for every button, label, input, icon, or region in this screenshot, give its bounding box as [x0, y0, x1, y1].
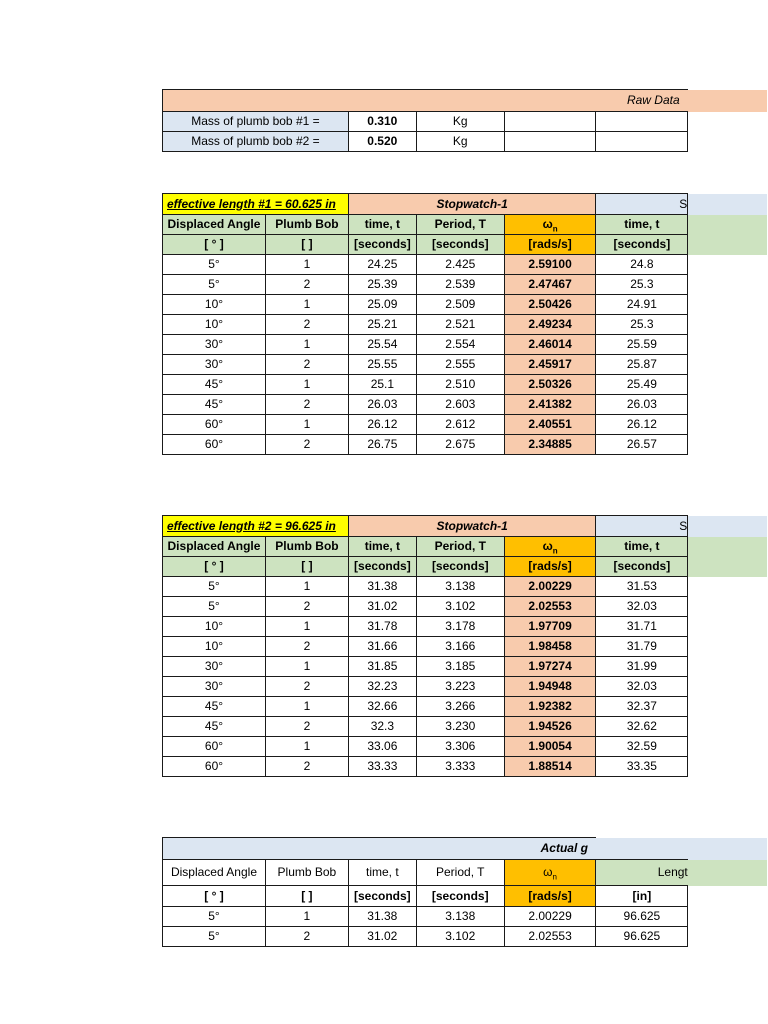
- stopwatch-2-header: S: [596, 516, 688, 537]
- table-row: [163, 717, 768, 737]
- omega-subscript: n: [552, 224, 558, 234]
- cell-period: 3.102: [416, 927, 504, 947]
- cell-period: 3.333: [416, 757, 504, 777]
- col-period: Period, T: [416, 215, 504, 235]
- raw-data-section: [162, 89, 768, 152]
- col-plumb-bob: Plumb Bob: [265, 860, 348, 886]
- table-row: [163, 637, 768, 657]
- effective-length-1: effective length #1 = 60.625 in: [163, 194, 349, 215]
- header-fill: [688, 860, 768, 886]
- cell-plumb-bob: 1: [265, 375, 348, 395]
- cell-omega: 2.50326: [504, 375, 596, 395]
- col-displaced-angle: Displaced Angle: [163, 860, 266, 886]
- cell-time: 25.1: [348, 375, 416, 395]
- cell-time: 31.38: [348, 577, 416, 597]
- table-1-body: [163, 255, 768, 455]
- cell-angle: 60°: [163, 415, 266, 435]
- cell-plumb-bob: 1: [265, 657, 348, 677]
- cell-angle: 10°: [163, 315, 266, 335]
- cell-time: 25.09: [348, 295, 416, 315]
- table-row: [163, 577, 768, 597]
- cell-angle: 45°: [163, 375, 266, 395]
- empty-cell: [688, 677, 768, 697]
- cell-plumb-bob: 1: [265, 697, 348, 717]
- cell-time-2: 24.91: [596, 295, 688, 315]
- empty-cell: [688, 375, 768, 395]
- cell-plumb-bob: 2: [265, 927, 348, 947]
- raw-data-table: [162, 89, 768, 152]
- cell-period: 3.138: [416, 907, 504, 927]
- cell-plumb-bob: 2: [265, 355, 348, 375]
- empty-cell: [688, 275, 768, 295]
- cell-period: 3.102: [416, 597, 504, 617]
- unit-time: [seconds]: [348, 557, 416, 577]
- mass2-value: 0.520: [348, 132, 416, 152]
- cell-plumb-bob: 2: [265, 717, 348, 737]
- cell-time-2: 25.87: [596, 355, 688, 375]
- col-time: time, t: [348, 537, 416, 557]
- cell-time-2: 32.03: [596, 597, 688, 617]
- unit-angle: [ ° ]: [163, 235, 266, 255]
- col-time: time, t: [348, 215, 416, 235]
- cell-angle: 60°: [163, 757, 266, 777]
- table-row: [163, 757, 768, 777]
- cell-plumb-bob: 2: [265, 677, 348, 697]
- unit-omega: [rads/s]: [504, 235, 596, 255]
- cell-angle: 5°: [163, 927, 266, 947]
- cell-omega: 1.92382: [504, 697, 596, 717]
- cell-omega: 2.02553: [504, 597, 596, 617]
- table-row: [163, 617, 768, 637]
- empty-cell: [688, 657, 768, 677]
- unit-period: [seconds]: [416, 886, 504, 907]
- cell-time-2: 31.99: [596, 657, 688, 677]
- table-row: [163, 295, 768, 315]
- cell-time: 25.21: [348, 315, 416, 335]
- cell-plumb-bob: 2: [265, 275, 348, 295]
- empty-cell: [688, 395, 768, 415]
- cell-time: 31.02: [348, 927, 416, 947]
- cell-plumb-bob: 2: [265, 435, 348, 455]
- cell-omega: 2.02553: [504, 927, 596, 947]
- unit-period: [seconds]: [416, 235, 504, 255]
- unit-time: [seconds]: [348, 235, 416, 255]
- omega-symbol: ω: [542, 217, 553, 231]
- cell-omega: 1.97709: [504, 617, 596, 637]
- empty-cell: [688, 697, 768, 717]
- cell-omega: 2.40551: [504, 415, 596, 435]
- unit-period: [seconds]: [416, 557, 504, 577]
- unit-omega: [rads/s]: [504, 886, 596, 907]
- unit-length: [in]: [596, 886, 688, 907]
- table-row: [163, 275, 768, 295]
- cell-time-2: 32.03: [596, 677, 688, 697]
- empty-cell: [688, 112, 768, 132]
- cell-angle: 5°: [163, 907, 266, 927]
- cell-omega: 2.50426: [504, 295, 596, 315]
- cell-angle: 30°: [163, 677, 266, 697]
- cell-plumb-bob: 2: [265, 395, 348, 415]
- empty-cell: [688, 132, 768, 152]
- cell-time-2: 31.71: [596, 617, 688, 637]
- cell-angle: 45°: [163, 395, 266, 415]
- empty-cell: [688, 435, 768, 455]
- header-fill: [688, 516, 768, 537]
- header-fill: [596, 838, 688, 860]
- empty-cell: [688, 907, 768, 927]
- cell-omega: 2.47467: [504, 275, 596, 295]
- cell-time: 25.39: [348, 275, 416, 295]
- cell-plumb-bob: 2: [265, 757, 348, 777]
- cell-angle: 5°: [163, 597, 266, 617]
- cell-omega: 2.59100: [504, 255, 596, 275]
- cell-time: 25.55: [348, 355, 416, 375]
- header-fill: [688, 235, 768, 255]
- cell-angle: 10°: [163, 295, 266, 315]
- table-row: [163, 415, 768, 435]
- cell-time-2: 26.12: [596, 415, 688, 435]
- col-time-2: time, t: [596, 215, 688, 235]
- empty-cell: [688, 927, 768, 947]
- cell-angle: 30°: [163, 335, 266, 355]
- cell-angle: 60°: [163, 737, 266, 757]
- cell-time-2: 26.57: [596, 435, 688, 455]
- col-time: time, t: [348, 860, 416, 886]
- empty-cell: [596, 112, 688, 132]
- empty-cell: [504, 112, 596, 132]
- col-plumb-bob: Plumb Bob: [265, 537, 348, 557]
- col-period: Period, T: [416, 860, 504, 886]
- cell-period: 3.223: [416, 677, 504, 697]
- cell-time-2: 31.53: [596, 577, 688, 597]
- cell-period: 3.185: [416, 657, 504, 677]
- cell-period: 2.425: [416, 255, 504, 275]
- cell-period: 2.675: [416, 435, 504, 455]
- cell-period: 2.510: [416, 375, 504, 395]
- cell-time: 33.33: [348, 757, 416, 777]
- cell-period: 2.509: [416, 295, 504, 315]
- cell-omega: 2.00229: [504, 577, 596, 597]
- empty-cell: [688, 757, 768, 777]
- cell-omega: 1.97274: [504, 657, 596, 677]
- cell-plumb-bob: 1: [265, 577, 348, 597]
- cell-plumb-bob: 2: [265, 597, 348, 617]
- table-row: [163, 927, 768, 947]
- omega-subscript: n: [552, 872, 557, 882]
- col-plumb-bob: Plumb Bob: [265, 215, 348, 235]
- cell-angle: 10°: [163, 637, 266, 657]
- cell-time-2: 25.3: [596, 275, 688, 295]
- cell-time-2: 32.37: [596, 697, 688, 717]
- empty-cell: [688, 335, 768, 355]
- col-time-2: time, t: [596, 537, 688, 557]
- empty-cell: [596, 132, 688, 152]
- col-omega: [504, 860, 596, 886]
- table-row: [163, 677, 768, 697]
- omega-symbol: ω: [542, 539, 553, 553]
- unit-bob: [ ]: [265, 557, 348, 577]
- table-row: [163, 435, 768, 455]
- cell-time: 25.54: [348, 335, 416, 355]
- mass1-unit: Kg: [416, 112, 504, 132]
- empty-cell: [688, 577, 768, 597]
- empty-cell: [504, 132, 596, 152]
- actual-g-section: [162, 837, 768, 947]
- cell-time: 26.03: [348, 395, 416, 415]
- table-row: [163, 907, 768, 927]
- cell-time-2: 25.59: [596, 335, 688, 355]
- cell-angle: 60°: [163, 435, 266, 455]
- empty-cell: [688, 597, 768, 617]
- omega-subscript: n: [552, 546, 558, 556]
- actual-g-title: Actual g: [163, 838, 596, 860]
- cell-time: 31.66: [348, 637, 416, 657]
- cell-period: 3.138: [416, 577, 504, 597]
- cell-omega: 1.88514: [504, 757, 596, 777]
- empty-cell: [688, 637, 768, 657]
- cell-period: 2.554: [416, 335, 504, 355]
- unit-angle: [ ° ]: [163, 886, 266, 907]
- cell-plumb-bob: 1: [265, 415, 348, 435]
- table-row: [163, 395, 768, 415]
- cell-angle: 5°: [163, 577, 266, 597]
- cell-plumb-bob: 1: [265, 255, 348, 275]
- effective-length-2: effective length #2 = 96.625 in: [163, 516, 349, 537]
- cell-period: 3.230: [416, 717, 504, 737]
- col-omega: [504, 215, 596, 235]
- omega-symbol: ω: [543, 865, 553, 879]
- cell-omega: 2.45917: [504, 355, 596, 375]
- header-fill: [688, 215, 768, 235]
- empty-cell: [688, 737, 768, 757]
- empty-cell: [688, 355, 768, 375]
- col-displaced-angle: Displaced Angle: [163, 215, 266, 235]
- cell-time-2: 32.62: [596, 717, 688, 737]
- cell-time-2: 96.625: [596, 927, 688, 947]
- cell-period: 2.603: [416, 395, 504, 415]
- cell-plumb-bob: 2: [265, 315, 348, 335]
- empty-cell: [688, 295, 768, 315]
- cell-time: 32.23: [348, 677, 416, 697]
- unit-bob: [ ]: [265, 886, 348, 907]
- cell-period: 2.539: [416, 275, 504, 295]
- table-row: [163, 697, 768, 717]
- cell-period: 3.178: [416, 617, 504, 637]
- cell-time-2: 24.8: [596, 255, 688, 275]
- cell-plumb-bob: 1: [265, 295, 348, 315]
- cell-time-2: 25.3: [596, 315, 688, 335]
- table-row: [163, 737, 768, 757]
- mass2-label: Mass of plumb bob #2 =: [163, 132, 349, 152]
- table-2-body: [163, 577, 768, 777]
- cell-time-2: 33.35: [596, 757, 688, 777]
- cell-time-2: 25.49: [596, 375, 688, 395]
- cell-time: 26.75: [348, 435, 416, 455]
- table-row: [163, 315, 768, 335]
- header-fill: [688, 537, 768, 557]
- cell-angle: 10°: [163, 617, 266, 637]
- cell-time-2: 32.59: [596, 737, 688, 757]
- cell-period: 2.555: [416, 355, 504, 375]
- table-row: [163, 335, 768, 355]
- table-row: [163, 355, 768, 375]
- empty-cell: [688, 617, 768, 637]
- col-displaced-angle: Displaced Angle: [163, 537, 266, 557]
- cell-time: 31.02: [348, 597, 416, 617]
- cell-period: 2.612: [416, 415, 504, 435]
- cell-time: 31.85: [348, 657, 416, 677]
- unit-bob: [ ]: [265, 235, 348, 255]
- cell-omega: 1.90054: [504, 737, 596, 757]
- empty-cell: [688, 255, 768, 275]
- cell-period: 3.306: [416, 737, 504, 757]
- cell-time: 24.25: [348, 255, 416, 275]
- cell-period: 3.266: [416, 697, 504, 717]
- cell-omega: 2.41382: [504, 395, 596, 415]
- mass2-unit: Kg: [416, 132, 504, 152]
- unit-time-2: [seconds]: [596, 235, 688, 255]
- cell-angle: 45°: [163, 697, 266, 717]
- cell-omega: 2.00229: [504, 907, 596, 927]
- raw-data-title: Raw Data: [163, 90, 688, 112]
- stopwatch-1-header: Stopwatch-1: [348, 516, 596, 537]
- cell-time-2: 96.625: [596, 907, 688, 927]
- table-3-body: [163, 907, 768, 947]
- cell-time: 31.38: [348, 907, 416, 927]
- cell-time: 33.06: [348, 737, 416, 757]
- empty-cell: [688, 315, 768, 335]
- cell-time: 32.66: [348, 697, 416, 717]
- cell-omega: 2.46014: [504, 335, 596, 355]
- stopwatch-table-2-section: [162, 515, 768, 777]
- table-row: [163, 657, 768, 677]
- cell-time: 32.3: [348, 717, 416, 737]
- col-length: Lengt: [596, 860, 688, 886]
- raw-data-title-fill: [688, 90, 768, 112]
- cell-time: 26.12: [348, 415, 416, 435]
- stopwatch-table-1: [162, 193, 768, 455]
- cell-time: 31.78: [348, 617, 416, 637]
- unit-omega: [rads/s]: [504, 557, 596, 577]
- cell-time-2: 31.79: [596, 637, 688, 657]
- cell-plumb-bob: 1: [265, 335, 348, 355]
- stopwatch-2-header: S: [596, 194, 688, 215]
- mass1-label: Mass of plumb bob #1 =: [163, 112, 349, 132]
- cell-omega: 2.34885: [504, 435, 596, 455]
- cell-angle: 5°: [163, 255, 266, 275]
- table-row: [163, 597, 768, 617]
- header-fill: [688, 194, 768, 215]
- stopwatch-table-2: [162, 515, 768, 777]
- cell-plumb-bob: 1: [265, 617, 348, 637]
- empty-cell: [688, 717, 768, 737]
- mass1-value: 0.310: [348, 112, 416, 132]
- stopwatch-table-1-section: [162, 193, 768, 455]
- cell-omega: 2.49234: [504, 315, 596, 335]
- col-period: Period, T: [416, 537, 504, 557]
- cell-angle: 30°: [163, 657, 266, 677]
- cell-omega: 1.94526: [504, 717, 596, 737]
- cell-angle: 30°: [163, 355, 266, 375]
- cell-time-2: 26.03: [596, 395, 688, 415]
- table-row: [163, 375, 768, 395]
- cell-plumb-bob: 2: [265, 637, 348, 657]
- table-row: [163, 255, 768, 275]
- col-omega: [504, 537, 596, 557]
- actual-g-table: [162, 837, 768, 947]
- cell-plumb-bob: 1: [265, 907, 348, 927]
- cell-plumb-bob: 1: [265, 737, 348, 757]
- cell-angle: 5°: [163, 275, 266, 295]
- empty-cell: [688, 886, 768, 907]
- header-fill: [688, 557, 768, 577]
- unit-time: [seconds]: [348, 886, 416, 907]
- empty-cell: [688, 415, 768, 435]
- header-fill: [688, 838, 768, 860]
- unit-time-2: [seconds]: [596, 557, 688, 577]
- cell-omega: 1.94948: [504, 677, 596, 697]
- stopwatch-1-header: Stopwatch-1: [348, 194, 596, 215]
- cell-omega: 1.98458: [504, 637, 596, 657]
- unit-angle: [ ° ]: [163, 557, 266, 577]
- cell-period: 3.166: [416, 637, 504, 657]
- cell-angle: 45°: [163, 717, 266, 737]
- cell-period: 2.521: [416, 315, 504, 335]
